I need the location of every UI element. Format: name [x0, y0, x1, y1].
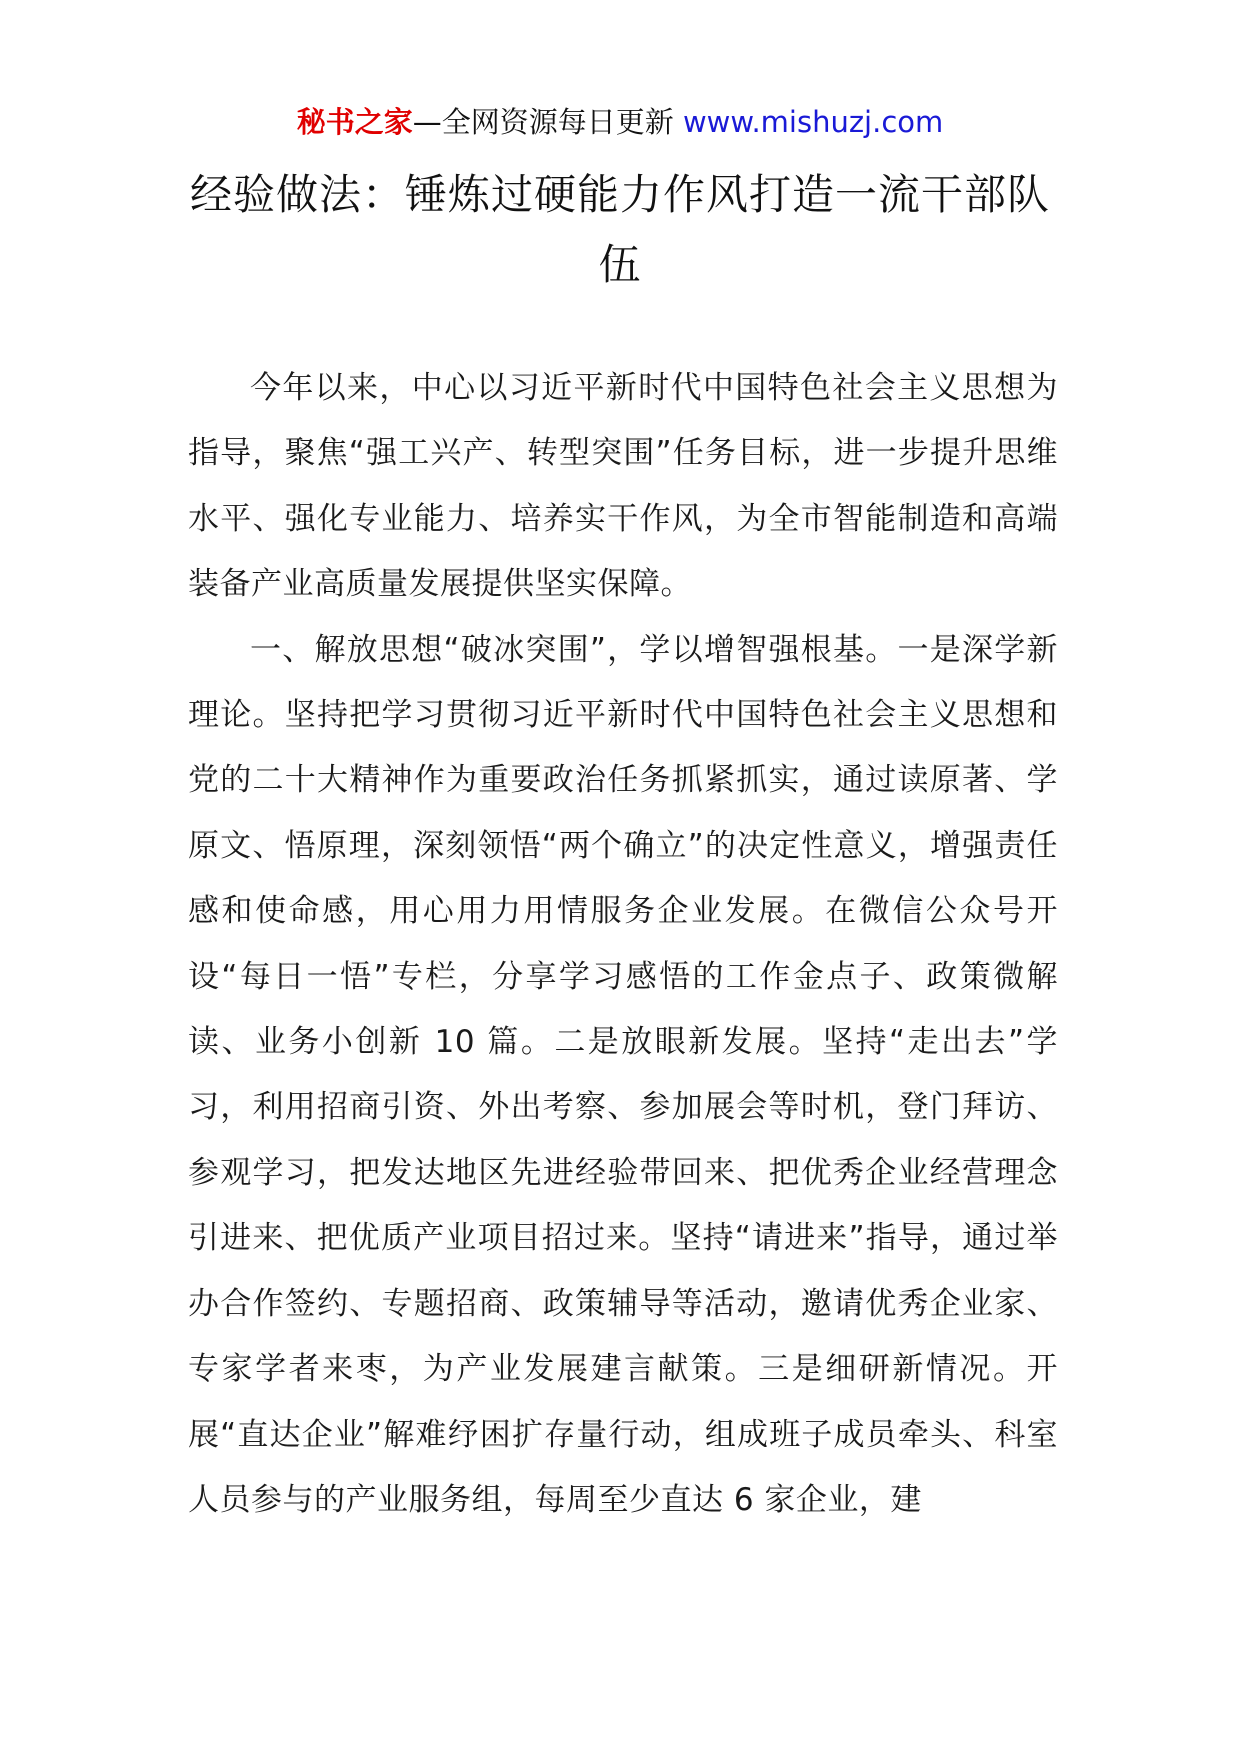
site-header: [0, 102, 1240, 142]
section-one-paragraph: 一、解放思想“破冰突围”，学以增智强根基。一是深学新理论。坚持把学习贯彻习近平新时代中国特色社会主义思想和党的二十大精神作为重要政治任务抓紧抓实，通过读原著、学原文、悟原理，深刻领悟“两个确立”的决定性意义，增强责任感和使命感，用心用力用情服务企业发展。在微信公众号开设“每日一悟”专栏，分享学习感悟的工作金点子、政策微解读、业务小创新 10 篇。二是放眼新发展。坚持“走出去”学习，利用招商引资、外出考察、参加展会等时机，登门拜访、参观学习，把发达地区先进经验带回来、把优秀企业经营理念引进来、把优质产业项目招过来。坚持“请进来”指导，通过举办合作签约、专题招商、政策辅导等活动，邀请优秀企业家、专家学者来枣，为产业发展建言献策。三是细研新情况。开展“直达企业”解难纾困扩存量行动，组成班子成员牵头、科室人员参与的产业服务组，每周至少直达 6 家企业，建: [188, 631, 1058, 1518]
header-tagline: —全网资源每日更新: [412, 105, 683, 139]
site-url-link[interactable]: www.mishuzj.com: [682, 105, 944, 139]
document-body: [188, 356, 1058, 1533]
document-title: 经验做法：锤炼过硬能力作风打造一流干部队伍: [190, 170, 1051, 289]
brand-name: 秘书之家: [296, 105, 413, 139]
intro-paragraph: 今年以来，中心以习近平新时代中国特色社会主义思想为指导，聚焦“强工兴产、转型突围”任务目标，进一步提升思维水平、强化专业能力、培养实干作风，为全市智能制造和高端装备产业高质量发展提供坚实保障。: [188, 370, 1058, 603]
